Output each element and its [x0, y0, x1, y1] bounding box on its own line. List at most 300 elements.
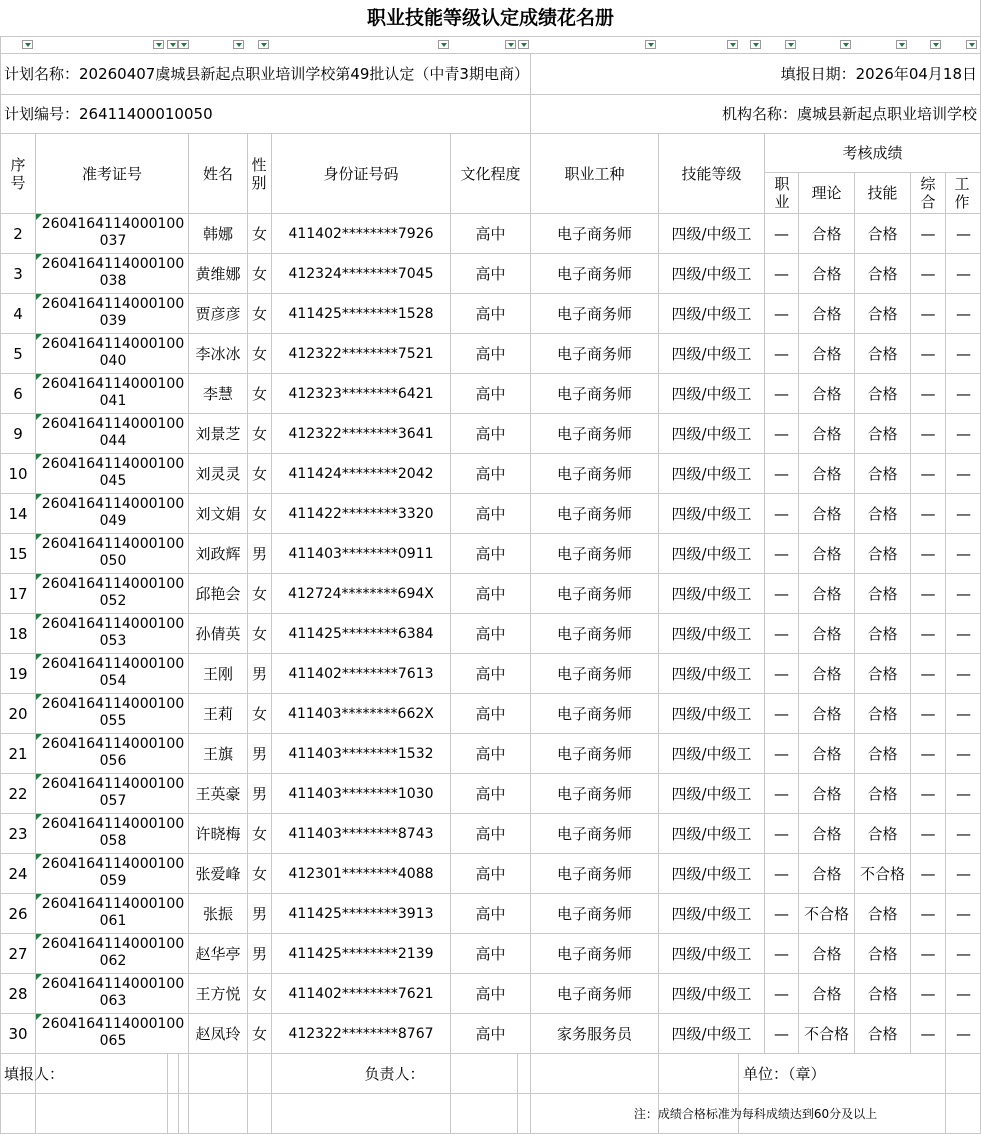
- cell-score-skill: 合格: [867, 664, 898, 683]
- comment-marker-icon: [36, 854, 42, 860]
- cell-score-theory: 合格: [811, 744, 842, 763]
- cell-score-skill: 合格: [867, 904, 898, 923]
- comment-marker-icon: [36, 254, 42, 260]
- cell-score-theory: 合格: [811, 384, 842, 403]
- cell-seq: 3: [13, 264, 23, 283]
- cell-seq: 20: [8, 704, 28, 723]
- cell-level: 四级/中级工: [671, 384, 752, 403]
- cell-score-theory: 合格: [811, 584, 842, 603]
- cell-edu: 高中: [475, 744, 506, 763]
- comment-marker-icon: [36, 974, 42, 980]
- cell-gender: 女: [251, 704, 267, 723]
- cell-exam-id: 2604164114000100065: [41, 1016, 185, 1049]
- header-seq: 序号: [10, 155, 26, 192]
- filler-label: 填报人：: [4, 1064, 65, 1083]
- org-name: 机构名称：虞城县新起点职业培训学校: [721, 105, 977, 123]
- cell-level: 四级/中级工: [671, 584, 752, 603]
- cell-score-work: —: [956, 344, 971, 363]
- cell-id-no: 411403********1030: [288, 785, 434, 802]
- cell-exam-id: 2604164114000100037: [41, 216, 185, 249]
- cell-edu: 高中: [475, 784, 506, 803]
- filter-dropdown-icon[interactable]: [153, 40, 164, 49]
- cell-id-no: 411425********3913: [288, 905, 434, 922]
- cell-score-theory: 不合格: [803, 904, 849, 923]
- cell-edu: 高中: [475, 304, 506, 323]
- cell-score-skill: 合格: [867, 704, 898, 723]
- cell-seq: 18: [8, 624, 28, 643]
- cell-score-work: —: [956, 544, 971, 563]
- cell-score-skill: 合格: [867, 504, 898, 523]
- cell-gender: 女: [251, 224, 267, 243]
- cell-edu: 高中: [475, 584, 506, 603]
- cell-score-theory: 合格: [811, 224, 842, 243]
- filter-dropdown-icon[interactable]: [785, 40, 796, 49]
- cell-id-no: 411425********2139: [288, 945, 434, 962]
- cell-name: 贾彦彦: [195, 304, 241, 323]
- cell-seq: 2: [13, 224, 23, 243]
- cell-score-career: —: [774, 1024, 789, 1043]
- cell-score-work: —: [956, 664, 971, 683]
- cell-exam-id: 2604164114000100038: [41, 256, 185, 289]
- filter-dropdown-icon[interactable]: [727, 40, 738, 49]
- cell-exam-id: 2604164114000100039: [41, 296, 185, 329]
- cell-score-theory: 合格: [811, 344, 842, 363]
- cell-exam-id: 2604164114000100041: [41, 376, 185, 409]
- cell-gender: 女: [251, 984, 267, 1003]
- cell-job: 电子商务师: [556, 224, 632, 243]
- cell-exam-id: 2604164114000100049: [41, 496, 185, 529]
- cell-exam-id: 2604164114000100056: [41, 736, 185, 769]
- filter-dropdown-icon[interactable]: [22, 40, 33, 49]
- comment-marker-icon: [36, 894, 42, 900]
- report-date: 填报日期：2026年04月18日: [780, 64, 977, 83]
- cell-job: 电子商务师: [556, 904, 632, 923]
- cell-name: 韩娜: [202, 224, 233, 243]
- cell-level: 四级/中级工: [671, 624, 752, 643]
- cell-seq: 6: [13, 384, 23, 403]
- cell-score-career: —: [774, 304, 789, 323]
- filter-dropdown-icon[interactable]: [505, 40, 516, 49]
- cell-score-comprehensive: —: [920, 384, 936, 403]
- cell-name: 王方悦: [195, 984, 241, 1003]
- cell-job: 家务服务员: [556, 1024, 632, 1043]
- cell-exam-id: 2604164114000100040: [41, 336, 185, 369]
- cell-name: 王英豪: [195, 784, 241, 803]
- cell-score-theory: 合格: [811, 704, 842, 723]
- cell-level: 四级/中级工: [671, 224, 752, 243]
- cell-score-comprehensive: —: [920, 584, 936, 603]
- cell-level: 四级/中级工: [671, 304, 752, 323]
- cell-seq: 15: [8, 544, 28, 563]
- cell-score-career: —: [774, 504, 789, 523]
- cell-score-theory: 合格: [811, 664, 842, 683]
- cell-score-career: —: [774, 264, 789, 283]
- cell-score-theory: 不合格: [803, 1024, 849, 1043]
- cell-score-work: —: [956, 1024, 971, 1043]
- cell-score-comprehensive: —: [920, 544, 936, 563]
- comment-marker-icon: [36, 414, 42, 420]
- cell-score-work: —: [956, 944, 971, 963]
- cell-score-skill: 合格: [867, 304, 898, 323]
- cell-exam-id: 2604164114000100058: [41, 816, 185, 849]
- cell-edu: 高中: [475, 664, 506, 683]
- cell-score-career: —: [774, 584, 789, 603]
- cell-score-skill: 合格: [867, 944, 898, 963]
- cell-seq: 23: [8, 824, 28, 843]
- cell-score-skill: 合格: [867, 984, 898, 1003]
- cell-seq: 28: [8, 984, 28, 1003]
- cell-edu: 高中: [475, 504, 506, 523]
- cell-name: 张振: [202, 904, 233, 923]
- header-level: 技能等级: [681, 164, 742, 183]
- header-score-comprehensive: 综合: [920, 175, 936, 211]
- filter-dropdown-icon[interactable]: [750, 40, 761, 49]
- cell-score-theory: 合格: [811, 824, 842, 843]
- cell-score-skill: 合格: [867, 744, 898, 763]
- cell-level: 四级/中级工: [671, 864, 752, 883]
- cell-score-comprehensive: —: [920, 344, 936, 363]
- cell-id-no: 411403********1532: [288, 745, 434, 762]
- cell-exam-id: 2604164114000100044: [41, 416, 185, 449]
- cell-score-skill: 合格: [867, 624, 898, 643]
- cell-score-comprehensive: —: [920, 304, 936, 323]
- cell-id-no: 412301********4088: [288, 865, 434, 882]
- grid-line: [0, 36, 981, 37]
- cell-score-work: —: [956, 904, 971, 923]
- comment-marker-icon: [36, 454, 42, 460]
- cell-job: 电子商务师: [556, 544, 632, 563]
- score-note: 注：成绩合格标准为每科成绩达到60分及以上: [633, 1106, 878, 1121]
- cell-id-no: 411403********662X: [288, 705, 434, 722]
- filter-dropdown-icon[interactable]: [896, 40, 907, 49]
- comment-marker-icon: [36, 934, 42, 940]
- cell-job: 电子商务师: [556, 784, 632, 803]
- filter-dropdown-icon[interactable]: [178, 40, 189, 49]
- cell-id-no: 411425********6384: [288, 625, 434, 642]
- comment-marker-icon: [36, 694, 42, 700]
- grid-line: [167, 1053, 168, 1134]
- cell-exam-id: 2604164114000100061: [41, 896, 185, 929]
- cell-score-career: —: [774, 664, 789, 683]
- cell-name: 王旗: [202, 744, 233, 763]
- filter-dropdown-icon[interactable]: [966, 40, 977, 49]
- cell-score-career: —: [774, 384, 789, 403]
- cell-score-work: —: [956, 384, 971, 403]
- cell-score-career: —: [774, 224, 789, 243]
- comment-marker-icon: [36, 814, 42, 820]
- cell-level: 四级/中级工: [671, 424, 752, 443]
- cell-job: 电子商务师: [556, 624, 632, 643]
- cell-score-skill: 合格: [867, 824, 898, 843]
- cell-score-career: —: [774, 464, 789, 483]
- filter-dropdown-icon[interactable]: [258, 40, 269, 49]
- page-title: 职业技能等级认定成绩花名册: [366, 7, 614, 29]
- cell-exam-id: 2604164114000100055: [41, 696, 185, 729]
- cell-job: 电子商务师: [556, 264, 632, 283]
- comment-marker-icon: [36, 734, 42, 740]
- cell-name: 赵凤玲: [195, 1024, 241, 1043]
- cell-score-skill: 合格: [867, 224, 898, 243]
- comment-marker-icon: [36, 534, 42, 540]
- cell-score-comprehensive: —: [920, 264, 936, 283]
- cell-seq: 9: [13, 424, 23, 443]
- cell-gender: 男: [251, 544, 267, 563]
- cell-score-career: —: [774, 344, 789, 363]
- cell-gender: 女: [251, 344, 267, 363]
- cell-id-no: 411425********1528: [288, 305, 434, 322]
- cell-exam-id: 2604164114000100063: [41, 976, 185, 1009]
- cell-score-comprehensive: —: [920, 624, 936, 643]
- cell-gender: 女: [251, 584, 267, 603]
- cell-job: 电子商务师: [556, 504, 632, 523]
- cell-score-comprehensive: —: [920, 704, 936, 723]
- comment-marker-icon: [36, 494, 42, 500]
- cell-score-work: —: [956, 864, 971, 883]
- cell-exam-id: 2604164114000100057: [41, 776, 185, 809]
- cell-id-no: 411422********3320: [288, 505, 434, 522]
- cell-seq: 22: [8, 784, 28, 803]
- cell-score-work: —: [956, 584, 971, 603]
- cell-level: 四级/中级工: [671, 264, 752, 283]
- filter-dropdown-icon[interactable]: [930, 40, 941, 49]
- cell-name: 赵华亭: [195, 944, 241, 963]
- cell-score-career: —: [774, 544, 789, 563]
- cell-score-skill: 合格: [867, 1024, 898, 1043]
- filter-dropdown-icon[interactable]: [840, 40, 851, 49]
- cell-score-theory: 合格: [811, 504, 842, 523]
- filter-dropdown-icon[interactable]: [518, 40, 529, 49]
- cell-score-theory: 合格: [811, 464, 842, 483]
- cell-seq: 21: [8, 744, 28, 763]
- header-id-no: 身份证号码: [323, 164, 399, 183]
- cell-gender: 男: [251, 744, 267, 763]
- cell-edu: 高中: [475, 344, 506, 363]
- filter-dropdown-icon[interactable]: [233, 40, 244, 49]
- cell-gender: 女: [251, 264, 267, 283]
- cell-score-comprehensive: —: [920, 504, 936, 523]
- cell-score-comprehensive: —: [920, 944, 936, 963]
- cell-score-work: —: [956, 984, 971, 1003]
- cell-name: 刘政辉: [195, 544, 241, 563]
- cell-seq: 27: [8, 944, 28, 963]
- cell-id-no: 412322********7521: [288, 345, 434, 362]
- cell-score-theory: 合格: [811, 424, 842, 443]
- cell-level: 四级/中级工: [671, 1024, 752, 1043]
- comment-marker-icon: [36, 334, 42, 340]
- cell-score-work: —: [956, 824, 971, 843]
- cell-exam-id: 2604164114000100050: [41, 536, 185, 569]
- cell-seq: 19: [8, 664, 28, 683]
- cell-gender: 女: [251, 424, 267, 443]
- comment-marker-icon: [36, 574, 42, 580]
- cell-edu: 高中: [475, 704, 506, 723]
- cell-score-skill: 合格: [867, 584, 898, 603]
- cell-job: 电子商务师: [556, 824, 632, 843]
- comment-marker-icon: [36, 614, 42, 620]
- cell-gender: 男: [251, 664, 267, 683]
- cell-score-work: —: [956, 744, 971, 763]
- cell-job: 电子商务师: [556, 944, 632, 963]
- cell-score-career: —: [774, 944, 789, 963]
- cell-edu: 高中: [475, 904, 506, 923]
- cell-score-career: —: [774, 904, 789, 923]
- cell-exam-id: 2604164114000100052: [41, 576, 185, 609]
- cell-score-theory: 合格: [811, 784, 842, 803]
- header-name: 姓名: [202, 164, 233, 183]
- cell-name: 许晓梅: [195, 824, 241, 843]
- cell-edu: 高中: [475, 824, 506, 843]
- cell-id-no: 412724********694X: [288, 585, 434, 602]
- cell-exam-id: 2604164114000100054: [41, 656, 185, 689]
- cell-score-skill: 合格: [867, 384, 898, 403]
- cell-edu: 高中: [475, 464, 506, 483]
- header-edu: 文化程度: [460, 164, 521, 183]
- cell-gender: 女: [251, 464, 267, 483]
- cell-score-work: —: [956, 304, 971, 323]
- cell-name: 刘景芝: [195, 424, 241, 443]
- cell-level: 四级/中级工: [671, 744, 752, 763]
- unit-stamp-label: 单位：（章）: [743, 1064, 826, 1083]
- cell-seq: 30: [8, 1024, 28, 1043]
- cell-name: 李慧: [202, 384, 233, 403]
- cell-gender: 男: [251, 944, 267, 963]
- cell-score-skill: 合格: [867, 464, 898, 483]
- comment-marker-icon: [36, 294, 42, 300]
- cell-seq: 5: [13, 344, 23, 363]
- cell-seq: 24: [8, 864, 28, 883]
- cell-edu: 高中: [475, 624, 506, 643]
- cell-name: 刘文娟: [195, 504, 241, 523]
- cell-job: 电子商务师: [556, 864, 632, 883]
- cell-exam-id: 2604164114000100059: [41, 856, 185, 889]
- cell-score-work: —: [956, 424, 971, 443]
- cell-job: 电子商务师: [556, 984, 632, 1003]
- cell-score-comprehensive: —: [920, 864, 936, 883]
- cell-score-theory: 合格: [811, 544, 842, 563]
- cell-name: 李冰冰: [195, 344, 241, 363]
- cell-score-theory: 合格: [811, 864, 842, 883]
- cell-job: 电子商务师: [556, 464, 632, 483]
- cell-level: 四级/中级工: [671, 664, 752, 683]
- comment-marker-icon: [36, 214, 42, 220]
- cell-job: 电子商务师: [556, 424, 632, 443]
- cell-score-comprehensive: —: [920, 824, 936, 843]
- cell-level: 四级/中级工: [671, 944, 752, 963]
- cell-score-skill: 合格: [867, 264, 898, 283]
- header-score-career: 职业: [774, 175, 790, 211]
- cell-seq: 26: [8, 904, 28, 923]
- header-exam-id: 准考证号: [81, 164, 142, 183]
- cell-id-no: 412323********6421: [288, 385, 434, 402]
- cell-score-career: —: [774, 624, 789, 643]
- cell-level: 四级/中级工: [671, 824, 752, 843]
- cell-exam-id: 2604164114000100045: [41, 456, 185, 489]
- grid-line: [247, 1053, 248, 1134]
- cell-gender: 男: [251, 784, 267, 803]
- header-job: 职业工种: [564, 164, 625, 183]
- filter-dropdown-icon[interactable]: [438, 40, 449, 49]
- cell-score-career: —: [774, 424, 789, 443]
- cell-name: 王莉: [202, 704, 233, 723]
- header-score-skill: 技能: [867, 184, 898, 202]
- cell-gender: 女: [251, 1024, 267, 1043]
- cell-level: 四级/中级工: [671, 464, 752, 483]
- cell-edu: 高中: [475, 1024, 506, 1043]
- cell-name: 张爱峰: [195, 864, 241, 883]
- cell-score-comprehensive: —: [920, 1024, 936, 1043]
- cell-score-comprehensive: —: [920, 224, 936, 243]
- header-score-work: 工作: [954, 175, 970, 211]
- cell-score-theory: 合格: [811, 264, 842, 283]
- header-scores: 考核成绩: [842, 144, 903, 162]
- cell-id-no: 412324********7045: [288, 265, 434, 282]
- cell-gender: 女: [251, 504, 267, 523]
- cell-id-no: 412322********3641: [288, 425, 434, 442]
- filter-dropdown-icon[interactable]: [645, 40, 656, 49]
- cell-job: 电子商务师: [556, 384, 632, 403]
- cell-gender: 女: [251, 384, 267, 403]
- cell-score-skill: 合格: [867, 784, 898, 803]
- cell-exam-id: 2604164114000100053: [41, 616, 185, 649]
- cell-level: 四级/中级工: [671, 544, 752, 563]
- cell-job: 电子商务师: [556, 304, 632, 323]
- cell-score-theory: 合格: [811, 944, 842, 963]
- cell-score-comprehensive: —: [920, 784, 936, 803]
- filter-dropdown-icon[interactable]: [167, 40, 178, 49]
- cell-job: 电子商务师: [556, 584, 632, 603]
- cell-name: 黄维娜: [195, 264, 241, 283]
- cell-job: 电子商务师: [556, 704, 632, 723]
- cell-score-comprehensive: —: [920, 664, 936, 683]
- header-score-theory: 理论: [811, 184, 842, 202]
- cell-score-work: —: [956, 704, 971, 723]
- cell-score-comprehensive: —: [920, 744, 936, 763]
- plan-code: 计划编号：26411400010050: [4, 105, 213, 123]
- cell-level: 四级/中级工: [671, 704, 752, 723]
- cell-id-no: 411402********7613: [288, 665, 434, 682]
- cell-seq: 17: [8, 584, 28, 603]
- cell-score-skill: 合格: [867, 424, 898, 443]
- cell-name: 王刚: [202, 664, 233, 683]
- cell-score-work: —: [956, 624, 971, 643]
- cell-level: 四级/中级工: [671, 784, 752, 803]
- cell-id-no: 411402********7926: [288, 225, 434, 242]
- cell-gender: 女: [251, 624, 267, 643]
- cell-gender: 女: [251, 864, 267, 883]
- cell-id-no: 411403********0911: [288, 545, 434, 562]
- cell-edu: 高中: [475, 544, 506, 563]
- cell-name: 刘灵灵: [195, 464, 241, 483]
- plan-name: 计划名称：20260407虞城县新起点职业培训学校第49批认定（中青3期电商）: [4, 64, 529, 83]
- cell-score-career: —: [774, 824, 789, 843]
- cell-edu: 高中: [475, 944, 506, 963]
- comment-marker-icon: [36, 654, 42, 660]
- cell-score-career: —: [774, 744, 789, 763]
- grid-line: [178, 1053, 179, 1134]
- cell-score-career: —: [774, 704, 789, 723]
- cell-seq: 4: [13, 304, 23, 323]
- cell-score-theory: 合格: [811, 624, 842, 643]
- cell-job: 电子商务师: [556, 744, 632, 763]
- cell-seq: 10: [8, 464, 28, 483]
- cell-score-theory: 合格: [811, 304, 842, 323]
- cell-id-no: 411402********7621: [288, 985, 434, 1002]
- cell-edu: 高中: [475, 384, 506, 403]
- responsible-label: 负责人：: [364, 1064, 425, 1083]
- cell-score-work: —: [956, 504, 971, 523]
- cell-job: 电子商务师: [556, 664, 632, 683]
- grid-line: [517, 1053, 518, 1134]
